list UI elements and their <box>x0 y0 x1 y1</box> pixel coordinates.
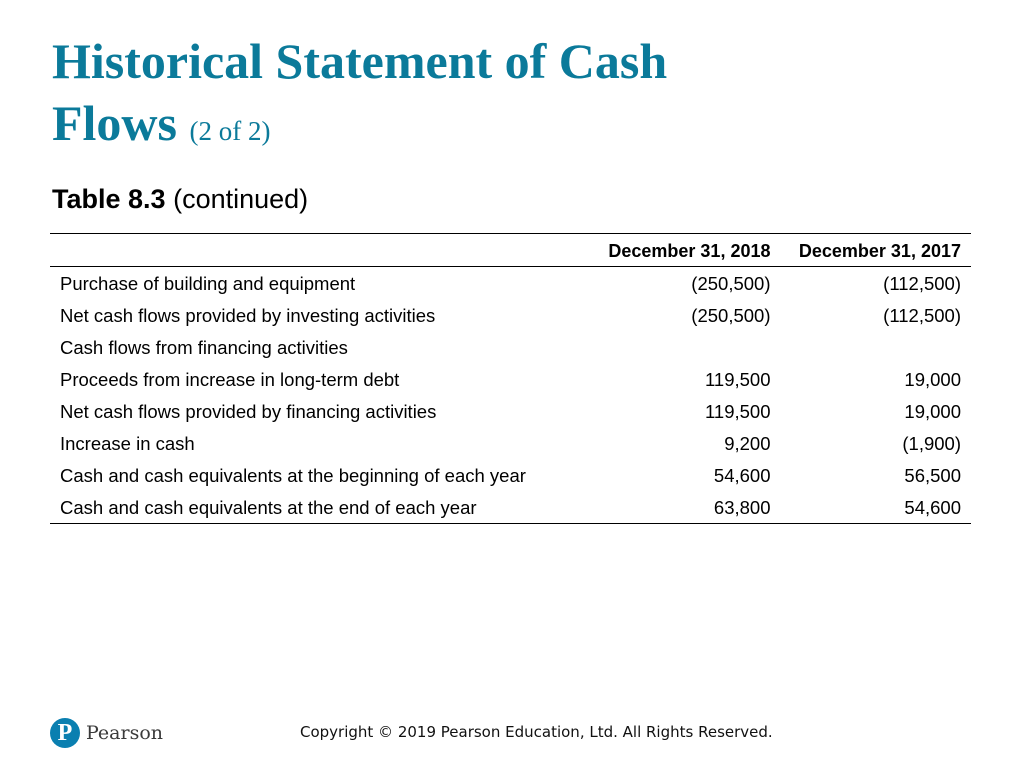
title-text: Historical Statement of Cash Flows <box>52 33 668 151</box>
table-row <box>50 299 971 331</box>
row-value-2017: (112,500) <box>883 305 961 326</box>
row-value-2018 <box>590 331 781 363</box>
table-row <box>50 331 971 363</box>
table-header-row <box>50 234 971 267</box>
row-value-2018: 54,600 <box>713 465 771 486</box>
row-value-2018: 119,500 <box>705 401 771 422</box>
row-label: Cash and cash equivalents at the beginning of each year <box>60 465 526 486</box>
slide-title <box>52 30 772 162</box>
table-number: Table 8.3 <box>52 184 166 214</box>
row-label: Cash and cash equivalents at the end of each year <box>50 491 590 524</box>
cash-flow-table <box>50 233 971 524</box>
table-row <box>50 395 971 427</box>
row-value-2017: 19,000 <box>904 401 961 422</box>
row-value-2017 <box>781 331 972 363</box>
pearson-wordmark: Pearson <box>86 722 164 744</box>
row-value-2017: 56,500 <box>904 465 961 486</box>
row-label: Net cash flows provided by financing activities <box>60 401 437 422</box>
row-label: Cash flows from financing activities <box>60 337 348 358</box>
row-value-2018: 9,200 <box>724 433 771 454</box>
header-dec-2018: December 31, 2018 <box>590 234 781 267</box>
pearson-logo <box>50 718 163 748</box>
pearson-p-icon: P <box>50 718 80 748</box>
row-label: Net cash flows provided by investing activities <box>60 305 436 326</box>
row-value-2018: 63,800 <box>590 491 781 524</box>
row-value-2017: (112,500) <box>883 273 961 294</box>
table-row <box>50 267 971 300</box>
table-row <box>50 363 971 395</box>
copyright-notice: Copyright © 2019 Pearson Education, Ltd. All Rights Reserved. <box>300 723 773 741</box>
row-value-2017: (1,900) <box>902 433 961 454</box>
row-label: Purchase of building and equipment <box>60 273 356 294</box>
header-dec-2017: December 31, 2017 <box>781 234 972 267</box>
table-row <box>50 459 971 491</box>
title-subtitle: (2 of 2) <box>189 116 271 146</box>
table-row <box>50 491 971 524</box>
row-value-2018: (250,500) <box>691 305 771 326</box>
row-value-2018: 119,500 <box>705 369 771 390</box>
row-label: Increase in cash <box>60 433 195 454</box>
table-caption-note: (continued) <box>173 184 309 214</box>
header-label-column <box>50 234 590 267</box>
row-value-2018: (250,500) <box>691 273 771 294</box>
row-value-2017: 54,600 <box>781 491 972 524</box>
table-row <box>50 427 971 459</box>
table-caption <box>52 182 308 216</box>
row-label: Proceeds from increase in long-term debt <box>60 369 400 390</box>
row-value-2017: 19,000 <box>904 369 961 390</box>
